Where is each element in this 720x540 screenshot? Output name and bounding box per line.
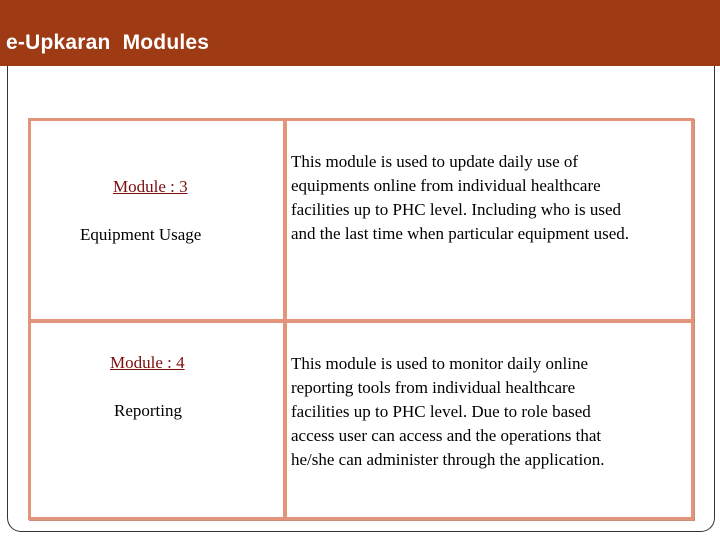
header-bar xyxy=(0,0,720,66)
module-4-description-cell xyxy=(284,320,694,520)
module-3-link[interactable]: Module : 3 xyxy=(113,177,188,196)
page-title: e-Upkaran Modules xyxy=(6,31,210,54)
module-4-cell xyxy=(28,320,286,520)
module-3-description: This module is used to update daily use of equipments online from individual healthcare facilities up to PHC level. Including who is used and the last time when particular equipment used. xyxy=(291,152,630,243)
module-3-description-cell xyxy=(284,118,694,322)
module-4-description: This module is used to monitor daily online reporting tools from individual healthcare facilities up to PHC level. Due to role based access user can access and the operations that he/she can administer through the application. xyxy=(291,354,605,469)
module-3-cell xyxy=(28,118,286,322)
module-4-link[interactable]: Module : 4 xyxy=(110,353,185,372)
modules-table xyxy=(28,118,694,520)
module-4-name: Reporting xyxy=(114,401,182,420)
module-3-name: Equipment Usage xyxy=(80,225,202,244)
